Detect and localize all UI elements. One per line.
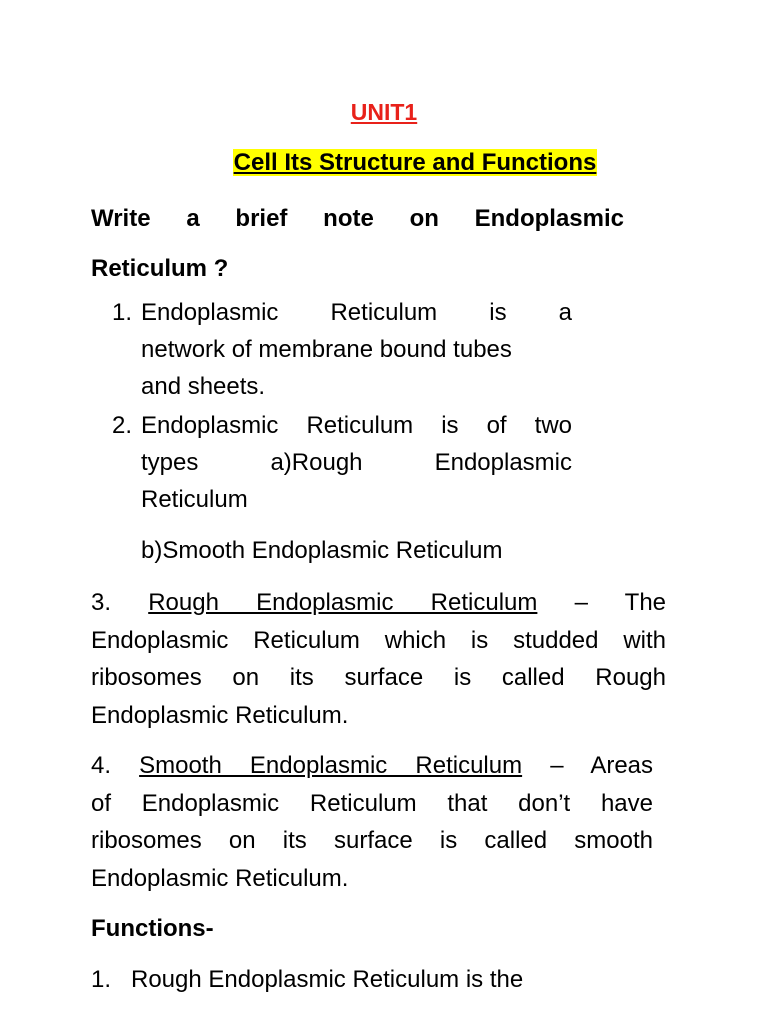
point-number: 4. bbox=[91, 752, 112, 779]
point-number: 3. bbox=[91, 589, 112, 616]
list-item-line: types a)Rough Endoplasmic bbox=[141, 449, 572, 476]
paragraph-smooth-er bbox=[91, 747, 653, 897]
paragraph-rough-er bbox=[91, 584, 666, 734]
list-item-subpoint: b)Smooth Endoplasmic Reticulum bbox=[141, 537, 503, 564]
rough-er-term: Rough Endoplasmic Reticulum bbox=[148, 589, 538, 616]
paragraph-line: ribosomes on its surface is called smooth bbox=[91, 827, 653, 854]
paragraph-line: Endoplasmic Reticulum. bbox=[91, 701, 349, 729]
list-item-body bbox=[141, 407, 572, 518]
question-heading bbox=[91, 194, 624, 294]
list-item-line: Endoplasmic Reticulum is a bbox=[141, 299, 572, 326]
list-item-number: 2. bbox=[112, 412, 133, 439]
smooth-er-term: Smooth Endoplasmic Reticulum bbox=[139, 752, 523, 779]
function-item bbox=[91, 961, 601, 998]
list-item bbox=[112, 294, 572, 405]
paragraph-text: – Areas bbox=[550, 752, 654, 779]
list-item-body bbox=[141, 294, 572, 405]
list-item-line: Endoplasmic Reticulum is of two bbox=[141, 412, 572, 439]
question-line-1: Write a brief note on Endoplasmic bbox=[91, 205, 624, 232]
paragraph-line: ribosomes on its surface is called Rough bbox=[91, 664, 666, 691]
functions-heading: Functions- bbox=[91, 915, 214, 942]
list-item-line: network of membrane bound tubes bbox=[141, 336, 512, 363]
paragraph-line: of Endoplasmic Reticulum that don’t have bbox=[91, 789, 653, 817]
question-line-2: Reticulum ? bbox=[91, 255, 229, 282]
subject-title bbox=[0, 146, 768, 180]
unit-title: UNIT1 bbox=[350, 99, 418, 125]
paragraph-line bbox=[91, 584, 666, 622]
list-item-line: Reticulum bbox=[141, 486, 248, 513]
paragraph-line: Endoplasmic Reticulum which is studded with bbox=[91, 626, 666, 654]
subject-title-text: Cell Its Structure and Functions bbox=[233, 149, 597, 176]
paragraph-text: – The bbox=[574, 589, 667, 616]
list-item bbox=[112, 407, 572, 518]
list-item-number: 1. bbox=[112, 299, 133, 326]
function-item-number: 1. bbox=[91, 966, 112, 993]
paragraph-line bbox=[91, 747, 653, 785]
function-item-text: Rough Endoplasmic Reticulum is the bbox=[131, 966, 524, 993]
list-item-line: and sheets. bbox=[141, 373, 266, 400]
paragraph-line: Endoplasmic Reticulum. bbox=[91, 864, 349, 892]
